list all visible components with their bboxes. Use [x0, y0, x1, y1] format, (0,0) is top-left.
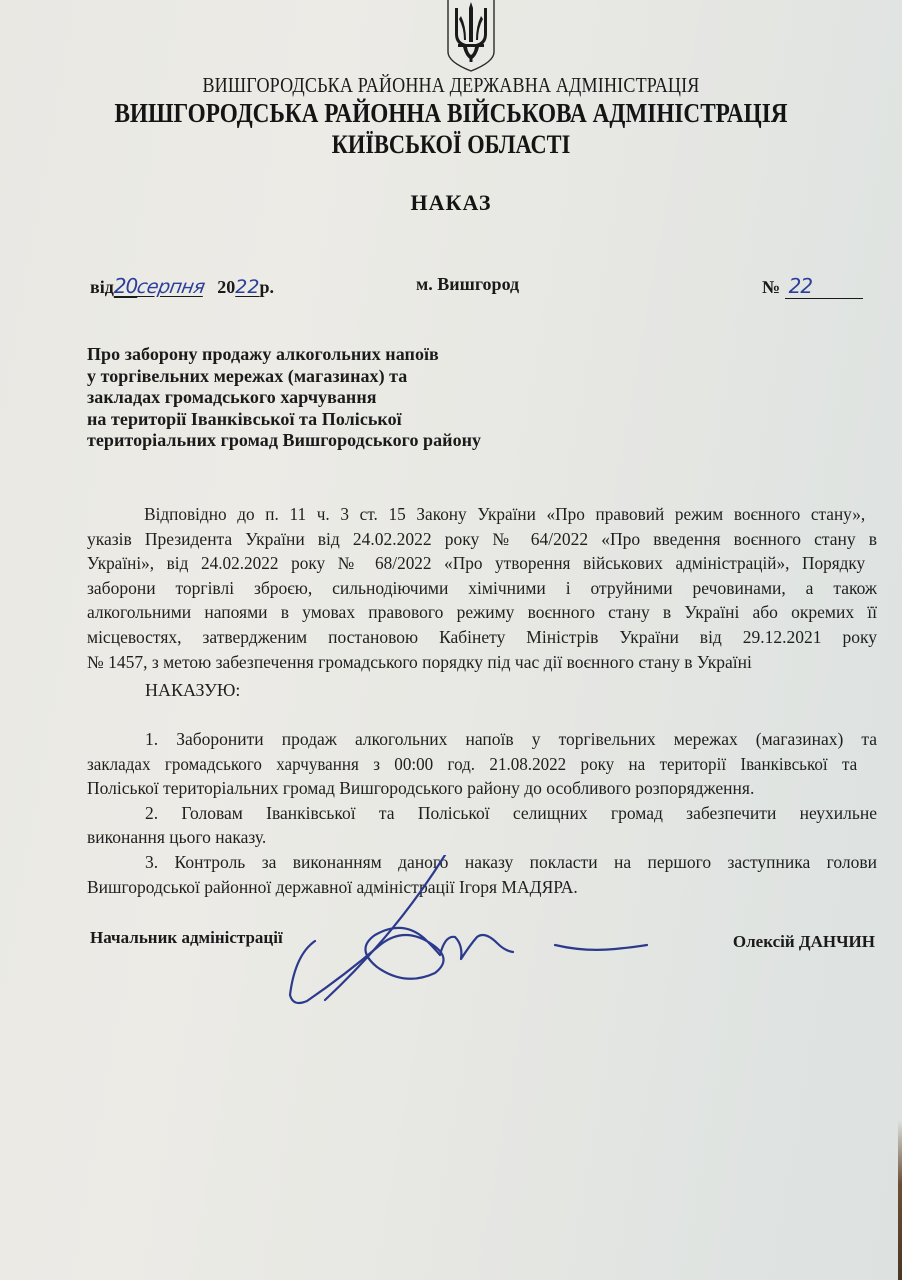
preamble-line: алкогольними напоями в умовах правового режиму воєнного стану в Україні або окремих її [87, 602, 877, 623]
signatory-title: Начальник адміністрації [90, 928, 283, 947]
preamble-line: указів Президента України від 24.02.2022 року № 64/2022 «Про введення воєнного стану в [87, 528, 877, 549]
document-type-title: НАКАЗ [410, 190, 492, 215]
trident-emblem-icon [444, 0, 498, 72]
preamble-line: Відповідно до п. 11 ч. 3 ст. 15 Закону України «Про правовий режим воєнного стану», [144, 504, 866, 524]
order-heading: НАКАЗУЮ: [145, 680, 241, 700]
preamble-line: Україні», від 24.02.2022 року № 68/2022 «Про утворення військових адміністрацій», Порядку [87, 553, 866, 574]
preamble-line: місцевостях, затвердженим постановою Кабінету Міністрів України від 29.12.2021 року [87, 626, 877, 647]
order-item-1 [87, 727, 877, 801]
item-line: Поліської територіальних громад Вишгородського району до особливого розпорядження. [87, 778, 755, 799]
item-line: 3. Контроль за виконанням даного наказу покласти на першого заступника голови [145, 851, 877, 872]
item-line: закладах громадського харчування з 00:00 год. 21.08.2022 року на території Іванківської та [87, 753, 858, 774]
number-prefix: № [762, 277, 781, 297]
preamble-line: заборони торгівлі зброєю, сильнодіючими хімічними і отруйними речовинами, а також [87, 577, 877, 598]
header-state-administration: ВИШГОРОДСЬКА РАЙОННА ДЕРЖАВНА АДМІНІСТРАЦІЯ [202, 73, 700, 97]
document-meta-row [90, 274, 870, 304]
document-number [762, 274, 863, 299]
handwritten-date-day: 20 [113, 274, 138, 298]
subject-line: у торгівельних мережах (магазинах) та [87, 365, 408, 386]
date-suffix: р. [259, 277, 274, 297]
preamble-line: № 1457, з метою забезпечення громадського порядку під час дії воєнного стану в Україні [87, 651, 752, 672]
subject-line: на території Іванківської та Поліської [87, 408, 402, 429]
item-line: 2. Головам Іванківської та Поліської селищних громад забезпечити неухильне [145, 802, 877, 823]
subject-line: закладах громадського харчування [87, 387, 377, 407]
header-region: КИЇВСЬКОЇ ОБЛАСТІ [331, 130, 571, 159]
document-date [90, 274, 274, 298]
handwritten-date-year: 22 [235, 276, 260, 298]
date-prefix: від [90, 277, 114, 297]
signatory-name: Олексій ДАНЧИН [732, 932, 875, 951]
subject-line: Про заборону продажу алкогольних напоїв [87, 344, 439, 364]
item-line: виконання цього наказу. [87, 827, 267, 848]
document-city: м. Вишгород [416, 274, 520, 294]
handwritten-number: 22 [788, 274, 813, 298]
preamble-paragraph [87, 502, 877, 674]
date-year-prefix: 20 [217, 277, 236, 297]
number-field [785, 274, 863, 299]
document-subject [87, 344, 557, 452]
subject-line: територіальних громад Вишгородського району [87, 430, 482, 450]
item-line: 1. Заборонити продаж алкогольних напоїв у торгівельних мережах (магазинах) та [145, 729, 877, 749]
handwritten-date-month: серпня [135, 276, 207, 298]
header-military-administration: ВИШГОРОДСЬКА РАЙОННА ВІЙСЬКОВА АДМІНІСТРАЦІЯ [114, 98, 788, 128]
page-edge-shadow [898, 1120, 902, 1280]
item-line: Вишгородської районної державної адміністрації Ігоря МАДЯРА. [87, 876, 578, 897]
order-item-2 [87, 801, 877, 850]
handwritten-signature-icon [285, 855, 665, 1015]
